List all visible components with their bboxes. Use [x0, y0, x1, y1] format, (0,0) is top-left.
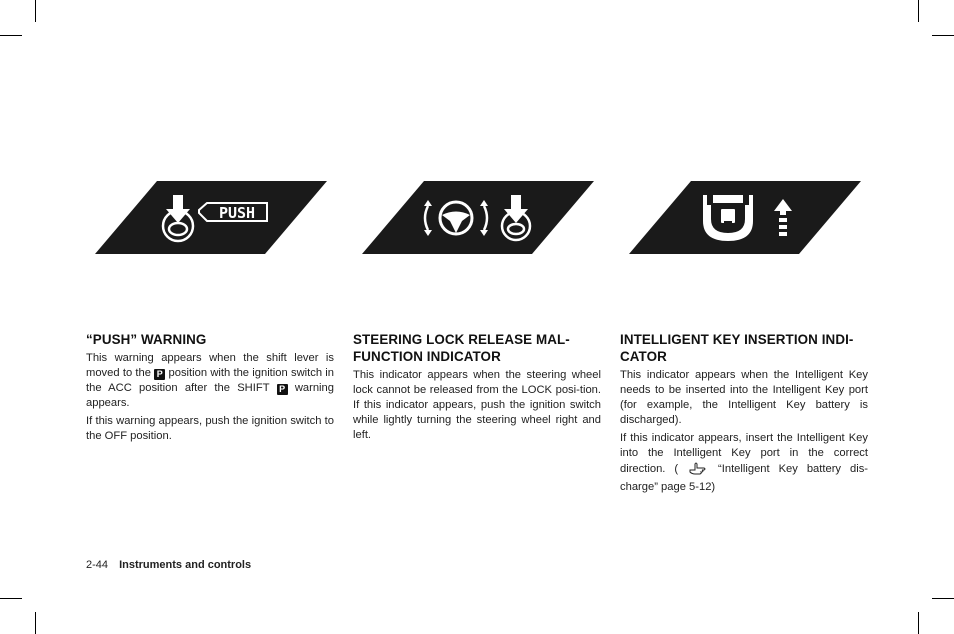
footer-section-title: Instruments and controls [119, 559, 252, 571]
intelligent-key-section [620, 331, 868, 498]
section-heading: INTELLIGENT KEY INSERTION INDI-CATOR [620, 332, 854, 364]
crop-mark [35, 612, 36, 634]
crop-mark [932, 598, 954, 599]
text: “Intelligent Key battery dis-charge” page 5-12) [620, 463, 869, 493]
push-warning-icon [95, 181, 327, 254]
section-heading: “PUSH” WARNING [86, 332, 207, 347]
body-paragraph [86, 351, 334, 411]
crop-mark [918, 612, 919, 634]
push-warning-section [86, 331, 334, 447]
body-paragraph [620, 431, 868, 495]
push-warning-display [95, 181, 327, 254]
body-paragraph: This indicator appears when the Intelligent Key needs to be inserted into the Intelligent Key port (for example, the Intelligent Key battery is discharged). [620, 369, 868, 426]
intelligent-key-icon [629, 181, 861, 254]
steering-lock-icon [362, 181, 594, 254]
text: position with the ignition switch in the ACC position after the SHIFT [86, 367, 335, 394]
reference-pointer-icon [689, 461, 707, 480]
body-paragraph: This indicator appears when the steering wheel lock cannot be released from the LOCK posi-tion. If this indicator appears, push the ignition switch while lightly turning the steering wheel right and left. [353, 369, 601, 441]
crop-mark [35, 0, 36, 22]
steering-lock-section [353, 331, 601, 446]
page-number: 2-44 [86, 559, 109, 571]
text: If this indicator appears, insert the Intelligent Key into the Intelligent Key port in the correct direction. ( [620, 432, 868, 475]
push-label: PUSH [218, 204, 256, 222]
body-paragraph: If this warning appears, push the ignition switch to the OFF position. [86, 415, 334, 442]
crop-mark [0, 35, 22, 36]
steering-lock-display [362, 181, 594, 254]
page-footer [86, 558, 251, 572]
park-position-icon: P [277, 384, 288, 395]
crop-mark [0, 598, 22, 599]
crop-mark [932, 35, 954, 36]
text: This warning appears when the shift lever is moved to the [86, 352, 334, 379]
park-position-icon: P [154, 369, 165, 380]
section-heading: STEERING LOCK RELEASE MAL-FUNCTION INDICATOR [353, 332, 570, 364]
crop-mark [918, 0, 919, 22]
intelligent-key-display [629, 181, 861, 254]
text: warning appears. [86, 382, 334, 409]
